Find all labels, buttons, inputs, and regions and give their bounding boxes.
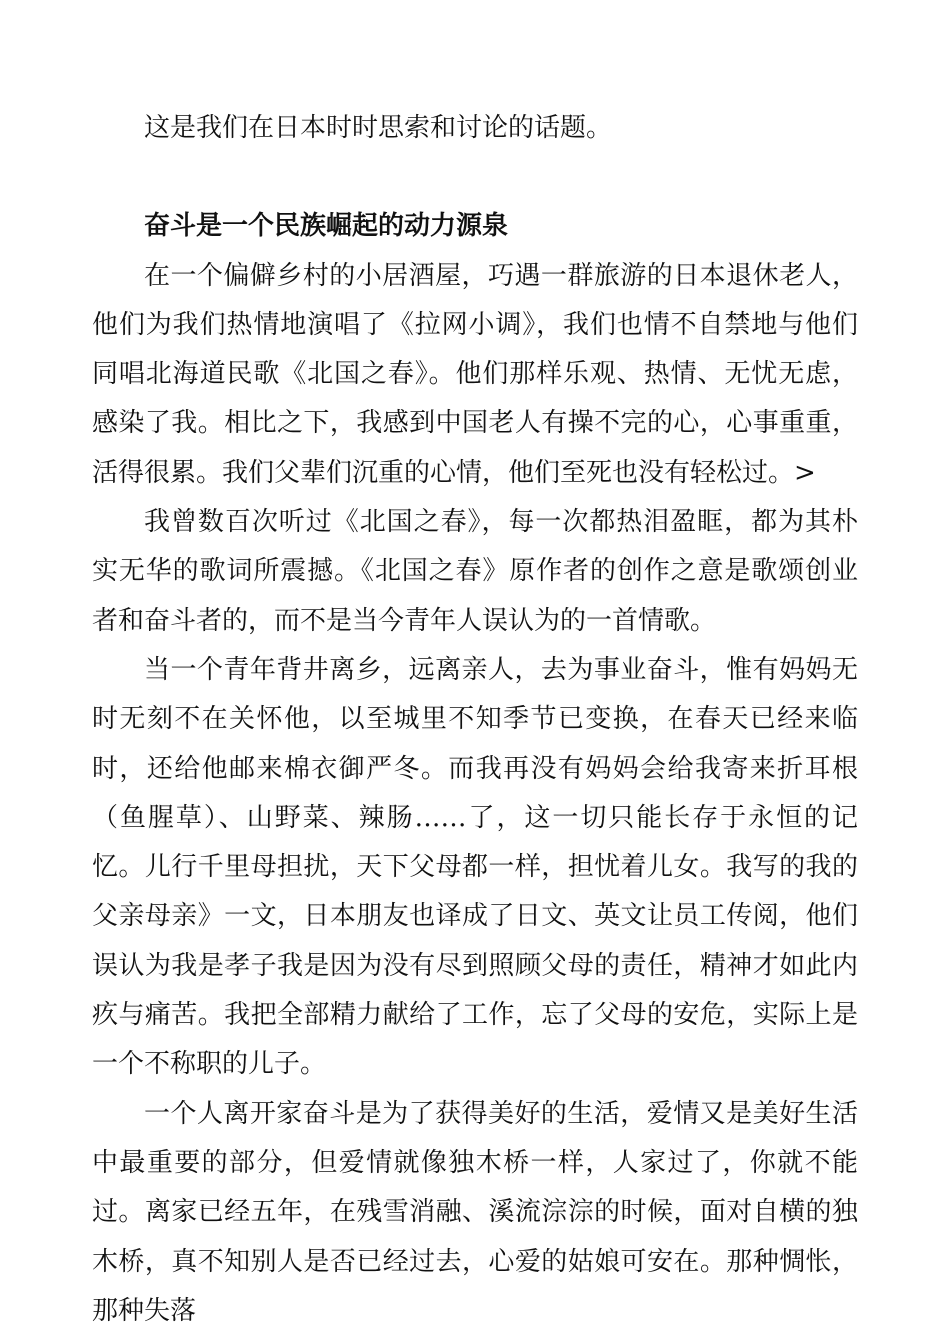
body-paragraph-3: 当一个青年背井离乡，远离亲人，去为事业奋斗，惟有妈妈无时无刻不在关怀他，以至城里不知季节已变换，在春天已经来临时，还给他邮来棉衣御严冬。而我再没有妈妈会给我寄来折耳根（鱼腥草）、山野菜、辣肠……了，这一切只能长存于永恒的记忆。儿行千里母担扰，天下父母都一样，担忧着儿女。我写的我的父亲母亲》一文，日本朋友也译成了日文、英文让员工传阅，他们误认为我是孝子我是因为没有尽到照顾父母的责任，精神才如此内疚与痛苦。我把全部精力献给了工作，忘了父母的安危，实际上是一个不称职的儿子。	[92, 654, 858, 1080]
document-page	[92, 104, 858, 1336]
intro-paragraph: 这是我们在日本时时思索和讨论的话题。	[144, 113, 613, 143]
body-paragraph-4: 一个人离开家奋斗是为了获得美好的生活，爱情又是美好生活中最重要的部分，但爱情就像独木桥一样，人家过了，你就不能过。离家已经五年，在残雪消融、溪流淙淙的时候，面对自横的独木桥，真不知别人是否已经过去，心爱的姑娘可安在。那种惆怅，那种失落	[92, 1098, 858, 1326]
body-paragraph-1: 在一个偏僻乡村的小居酒屋，巧遇一群旅游的日本退休老人，他们为我们热情地演唱了《拉网小调》，我们也情不自禁地与他们同唱北海道民歌《北国之春》。他们那样乐观、热情、无忧无虑，感染了我。相比之下，我感到中国老人有操不完的心，心事重重，活得很累。我们父辈们沉重的心情，他们至死也没有轻松过。>	[92, 260, 858, 488]
section-heading: 奋斗是一个民族崛起的动力源泉	[144, 211, 509, 242]
section-spacer	[92, 153, 858, 202]
body-paragraph-2: 我曾数百次听过《北国之春》，每一次都热泪盈眶，都为其朴实无华的歌词所震撼。《北国之春》原作者的创作之意是歌颂创业者和奋斗者的，而不是当今青年人误认为的一首情歌。	[92, 507, 858, 636]
